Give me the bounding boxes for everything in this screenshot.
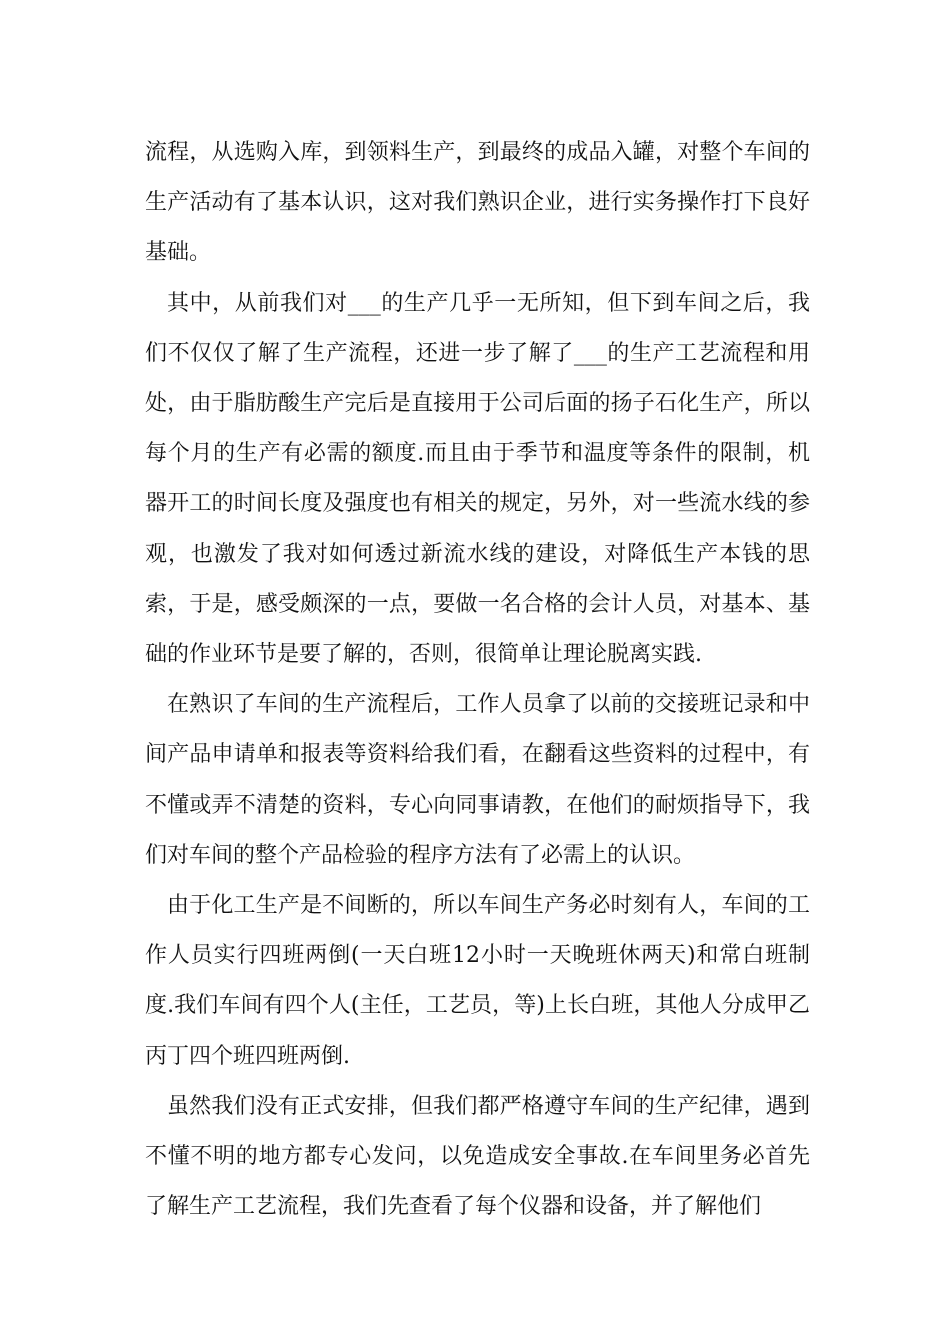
paragraph-continuation: 流程，从选购入库，到领料生产，到最终的成品入罐，对整个车间的生产活动有了基本认识，这对我们熟识企业，进行实务操作打下良好基础。 <box>145 140 810 266</box>
paragraph-workshop-process: 其中，从前我们对___的生产几乎一无所知，但下到车间之后，我们不仅仅了解了生产流程，还进一步了解了___的生产工艺流程和用处，由于脂肪酸生产完后是直接用于公司后面的扬子石化生产，所以每个月的生产有必需的额度.而且由于季节和温度等条件的限制，机器开工的时间长度及强度也有相关的规定，另外，对一些流水线的参观，也激发了我对如何透过新流水线的建设，对降低生产本钱的思索，于是，感受颇深的一点，要做一名合格的会计人员，对基本、基础的作业环节是要了解的，否则，很简单让理论脱离实践. <box>145 290 810 668</box>
body-text <box>145 128 810 1232</box>
paragraph-shift-system: 由于化工生产是不间断的，所以车间生产务必时刻有人，车间的工作人员实行四班两倒(一天白班12小时一天晚班休两天)和常白班制度.我们车间有四个人(主任，工艺员，等)上长白班，其他人分成甲乙丙丁四个班四班两倒. <box>145 893 810 1069</box>
paragraph-records-review: 在熟识了车间的生产流程后，工作人员拿了以前的交接班记录和中间产品申请单和报表等资料给我们看，在翻看这些资料的过程中，有不懂或弄不清楚的资料，专心向同事请教，在他们的耐烦指导下，我们对车间的整个产品检验的程序方法有了必需上的认识。 <box>145 692 810 868</box>
paragraph-safety-discipline: 虽然我们没有正式安排，但我们都严格遵守车间的生产纪律，遇到不懂不明的地方都专心发问，以免造成安全事故.在车间里务必首先了解生产工艺流程，我们先查看了每个仪器和设备，并了解他们 <box>145 1093 810 1220</box>
